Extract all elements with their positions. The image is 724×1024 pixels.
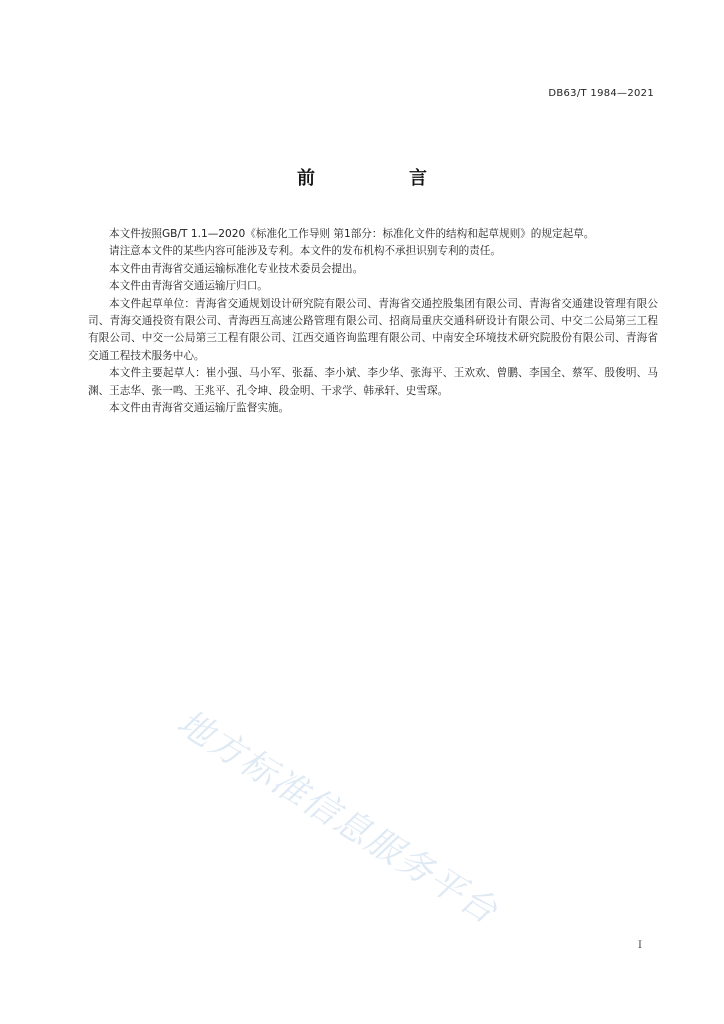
document-code: DB63/T 1984—2021 bbox=[548, 88, 654, 99]
paragraph-patent-notice: 请注意本文件的某些内容可能涉及专利。本文件的发布机构不承担识别专利的责任。 bbox=[109, 245, 501, 258]
watermark: 地方标准信息服务平台 bbox=[169, 702, 505, 933]
section-title: 前 言 bbox=[297, 168, 465, 189]
paragraph-drafters: 本文件主要起草人：崔小强、马小军、张磊、李小斌、李少华、张海平、王欢欢、曾鹏、李国全、蔡军、殷俊明、马渊、王志华、张一鸣、王兆平、孔令坤、段金明、干求学、韩承轩、史雪琛。 bbox=[88, 367, 658, 397]
paragraph-drafting-units: 本文件起草单位：青海省交通规划设计研究院有限公司、青海省交通控股集团有限公司、青海省交通建设管理有限公司、青海交通投资有限公司、青海西互高速公路管理有限公司、招商局重庆交通科研设计有限公司、中交二公局第三工程有限公司、中交一公局第三工程有限公司、江西交通咨询监理有限公司、中南安全环境技术研究院股份有限公司、青海省交通工程技术服务中心。 bbox=[88, 297, 658, 362]
paragraph-supervision: 本文件由青海省交通运输厅监督实施。 bbox=[109, 402, 290, 415]
body-text bbox=[88, 226, 658, 417]
paragraph-proposed-by: 本文件由青海省交通运输标准化专业技术委员会提出。 bbox=[109, 262, 364, 275]
page-number: I bbox=[638, 940, 642, 951]
paragraph-centralized-by: 本文件由青海省交通运输厅归口。 bbox=[109, 280, 268, 293]
paragraph-standard-basis: 本文件按照GB/T 1.1—2020《标准化工作导则 第1部分：标准化文件的结构和起草规则》的规定起草。 bbox=[109, 228, 595, 240]
